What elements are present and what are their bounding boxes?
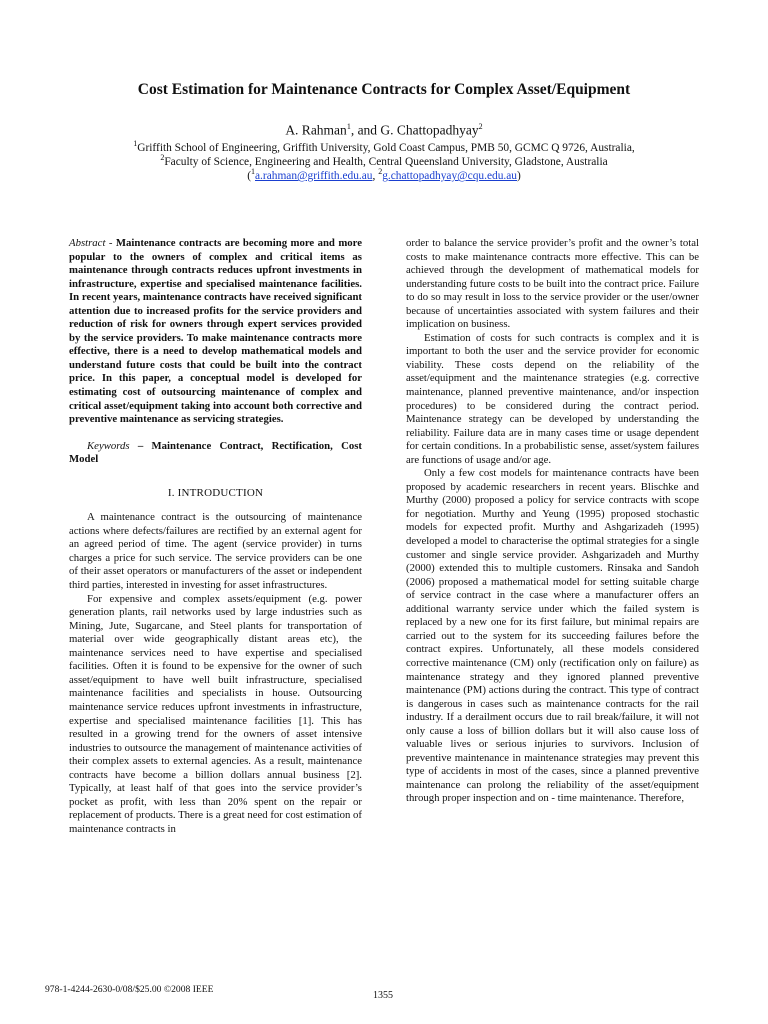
- keywords: [69, 440, 362, 467]
- keywords-text: – Maintenance Contract, Rectification, Cost Model: [69, 439, 362, 466]
- author-2-affil-mark: 2: [478, 122, 483, 131]
- email-link-1[interactable]: a.rahman@griffith.edu.au: [255, 169, 373, 182]
- body-paragraph: A maintenance contract is the outsourcing of maintenance actions where defects/failures are rectified by an external agent for an agreed period of time. The agent (service provider) in turns charges a price for such service. The service providers can be one of their asset operators or manufacturers of the asset or independent third parties, interested in investing for asset infrastructures.: [69, 511, 362, 592]
- author-line: [0, 122, 768, 139]
- paper-title: Cost Estimation for Maintenance Contracts for Complex Asset/Equipment: [137, 81, 631, 98]
- body-paragraph: For expensive and complex assets/equipment (e.g. power generation plants, rail networks used by large industries such as Mining, Jute, Sugarcane, and Steel plants for transportation of material over wide geographically distant areas etc), the maintenance services need to have expertise and specialised facilities. Often it is found to be expensive for the owner of such asset/equipment to have well built infrastructure, specialised maintenance facilities and specialists in house. Outsourcing maintenance service reduces upfront investments in infrastructure, expertise and specialised maintenance facilities [1]. This has resulted in a growing trend for the owners of asset intensive industries to outsource the management of maintenance activities of their complex assets to external agencies. As a result, maintenance contracts have become a billion dollars annual business [2]. Typically, at least half of that goes into the service provider’s pocket as profit, with less than 20% spent on the repair or replacement of products. There is a great need for cost estimation of maintenance contracts in: [69, 592, 362, 835]
- author-1: A. Rahman: [285, 122, 347, 138]
- email-open-paren: (: [247, 169, 251, 182]
- body-paragraph: Only a few cost models for maintenance contracts have been proposed by academic researchers in recent years. Blischke and Murthy (2000) proposed a policy for service contracts with scope for negotiation. Murthy and Yeung (1995) proposed stochastic models for expected profit. Murthy and Ashgarizadeh (1995) developed a model to characterise the optimal strategies for a single customer and single service provider. Ashgarizadeh and Murthy (2000) extended this to multiple customers. Rinsaka and Sandoh (2006) proposed a mathematical model for setting suitable charge of service contract in the case where a manufacturer offers an additional warranty service under which the failed system is replaced by a new one for its first failure, but minimal repairs are carried out to the system for its succeeding failures before the contract expires. Unfortunately, all these models considered corrective maintenance (CM) only (rectification only on failure) as maintenance strategy and they ignored planned preventive maintenance (PM) actions during the contract. This type of contract is dangerous in cases such as maintenance contracts for the rail industry. If a derailment occurs due to rail break/failure, it will not only cause a loss of billion dollars but it will also cause loss of valuable lives or serious injuries to survivors. Inclusion of preventive maintenance in maintenance strategies may prevent this type of accidents in most of the cases, since a planned preventive maintenance can prolong the reliability of the asset/equipment through proper inspection and on - time maintenance. Therefore,: [406, 467, 699, 805]
- email-close-paren: ): [517, 169, 521, 182]
- page-number: 1355: [373, 990, 393, 1001]
- affiliation-2: [0, 153, 768, 168]
- body-paragraph: Estimation of costs for such contracts is complex and it is important to both the user and the service provider for economic viability. These costs depend on the reliability of the asset/equipment and the maintenance strategies (e.g. corrective maintenance, planned preventive maintenance, and/or inspection procedures) to be considered during the contract period. Maintenance strategy can be developed by understanding the reliability. Failure data are in many cases time or usage dependent for certain conditions. In a probabilistic sense, asset/system failures are functions of usage and/or age.: [406, 331, 699, 466]
- copyright-footer: 978-1-4244-2630-0/08/$25.00 ©2008 IEEE: [45, 984, 214, 995]
- abstract-text: Maintenance contracts are becoming more and more popular to the owners of complex and critical items as maintenance through contracts reduces upfront investments in infrastructure, expertise and specialised maintenance facilities. In recent years, maintenance contracts have received significant attention due to increased profits for the service providers and reduction of risk for owners through expert services provided by the service providers. To make maintenance contracts more effective, there is a need to develop mathematical models and understand future costs that could be built into the contract price. In this paper, a conceptual model is developed for estimating cost of outsourcing maintenance of complex and critical asset/equipment taking into account both corrective and preventive maintenance as servicing strategies.: [69, 237, 362, 426]
- section-heading-introduction: I. INTRODUCTION: [167, 486, 264, 499]
- email-1-mark: 1: [251, 167, 255, 176]
- right-column: [406, 237, 699, 806]
- email-2-mark: 2: [378, 167, 383, 176]
- affiliation-2-text: Faculty of Science, Engineering and Health, Central Queensland University, Gladstone, Australia: [164, 155, 608, 168]
- author-1-affil-mark: 1: [346, 122, 351, 131]
- affiliation-1: [0, 139, 768, 154]
- affiliation-2-mark: 2: [160, 153, 165, 162]
- affiliation-1-mark: 1: [133, 139, 138, 148]
- keywords-label: Keywords: [87, 439, 130, 452]
- left-column: [69, 237, 362, 836]
- body-paragraph: order to balance the service provider’s profit and the owner’s total costs to make maintenance contracts more effective. This can be achieved through the development of mathematical models for understanding future costs to be built into the contract price. Failure to do so may result in loss to the service provider or the user/owner because of uncertainties associated with system failures and their implication on business.: [406, 237, 699, 331]
- affiliation-1-text: Griffith School of Engineering, Griffith University, Gold Coast Campus, PMB 50, GCMC Q 9726, Australia,: [137, 141, 635, 154]
- email-separator: ,: [372, 169, 379, 182]
- author-separator: , and G. Chattopadhyay: [350, 122, 479, 138]
- abstract-dash: -: [105, 237, 116, 249]
- author-emails: [0, 167, 768, 182]
- email-link-2[interactable]: g.chattopadhyay@cqu.edu.au: [382, 169, 517, 182]
- abstract: [69, 237, 362, 427]
- abstract-label: Abstract: [69, 237, 106, 249]
